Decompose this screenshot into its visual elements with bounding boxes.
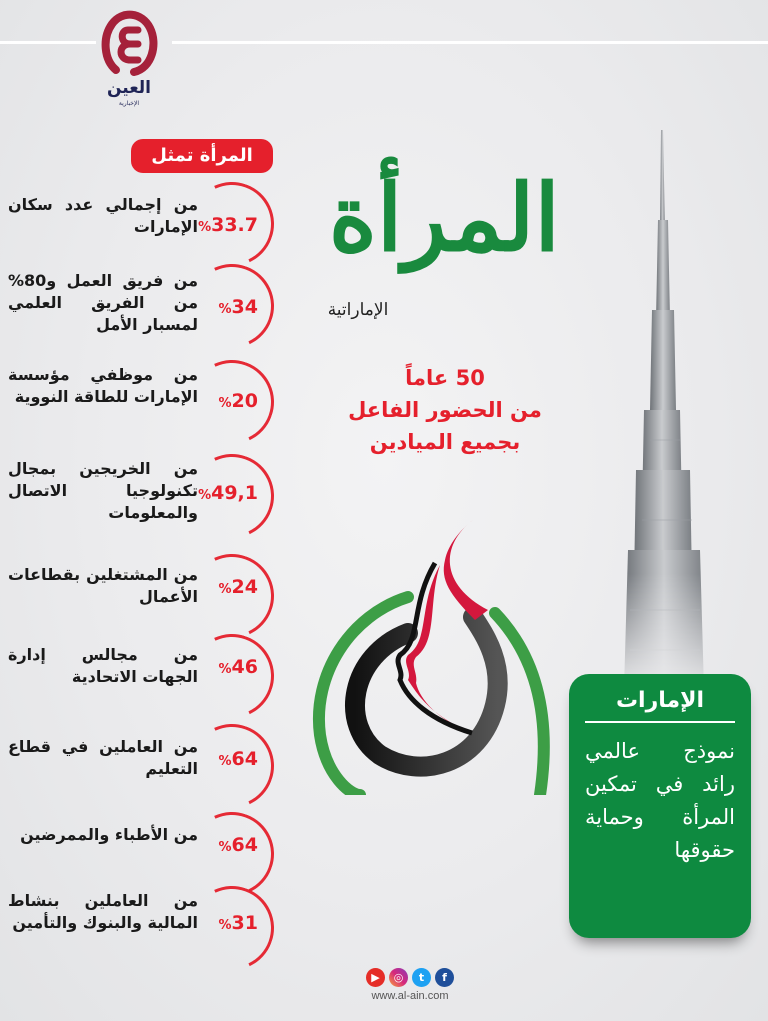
tagline-line: 50 عاماً <box>405 366 485 390</box>
stat-item <box>10 560 280 620</box>
instagram-icon[interactable]: ◎ <box>389 968 408 987</box>
stat-item <box>10 364 280 434</box>
al-ain-logo[interactable] <box>94 8 164 108</box>
website-link[interactable]: www.al-ain.com <box>371 990 449 1002</box>
logo-subtitle: الإخبارية <box>118 100 140 107</box>
stat-description: من فريق العمل و80% من الفريق العلمي لمسبار الأمل <box>8 271 198 334</box>
stat-item <box>10 730 280 790</box>
tagline-line: بجميع الميادين <box>369 430 521 454</box>
stat-description: من الخريجين بمجال تكنولوجيا الاتصال والمعلومات <box>8 459 198 522</box>
burj-khalifa-image <box>600 110 740 690</box>
ain-letter-icon <box>94 8 164 78</box>
stat-value: %49,1 <box>198 482 258 504</box>
stat-description: من المشتغلين بقطاعات الأعمال <box>8 565 198 606</box>
stat-value: %31 <box>218 912 258 934</box>
stat-item <box>10 890 280 960</box>
stat-item <box>10 818 280 878</box>
tagline-line: من الحضور الفاعل <box>348 398 542 422</box>
stat-description: من العاملين في قطاع التعليم <box>8 737 198 778</box>
social-links <box>366 968 454 987</box>
stat-item <box>10 186 280 246</box>
stat-value: %20 <box>218 390 258 412</box>
woman-profile-emblem-icon <box>290 505 570 795</box>
stat-value: %64 <box>218 748 258 770</box>
title-calligraphy: المرأة <box>328 164 560 272</box>
twitter-icon[interactable]: t <box>412 968 431 987</box>
stat-description: من مجالس إدارة الجهات الاتحادية <box>8 645 198 686</box>
card-body: نموذج عالمي رائد في تمكين المرأة وحماية حقوقها <box>585 739 735 862</box>
stat-item <box>10 458 280 528</box>
stat-value: %33.7 <box>198 214 258 236</box>
uae-info-card <box>569 674 751 938</box>
logo-wordmark: العين <box>106 78 152 98</box>
card-title: الإمارات <box>585 688 735 723</box>
stat-value: %34 <box>218 296 258 318</box>
stat-value: %64 <box>218 834 258 856</box>
stat-description: من العاملين بنشاط المالية والبنوك والتأمين <box>8 891 198 932</box>
stat-item <box>10 640 280 700</box>
stat-description: من موظفي مؤسسة الإمارات للطاقة النووية <box>8 365 198 406</box>
stat-description: من الأطباء والممرضين <box>20 825 198 844</box>
stat-item <box>10 268 280 338</box>
stat-description: من إجمالي عدد سكان الإمارات <box>8 195 198 236</box>
stat-value: %46 <box>218 656 258 678</box>
tagline <box>320 362 570 458</box>
header-rule-right <box>172 41 768 44</box>
youtube-icon[interactable]: ▶ <box>366 968 385 987</box>
header-rule-left <box>0 41 96 44</box>
title-subtitle: الإماراتية <box>327 300 389 320</box>
section-pill: المرأة تمثل <box>131 139 273 173</box>
stat-value: %24 <box>218 576 258 598</box>
facebook-icon[interactable]: f <box>435 968 454 987</box>
